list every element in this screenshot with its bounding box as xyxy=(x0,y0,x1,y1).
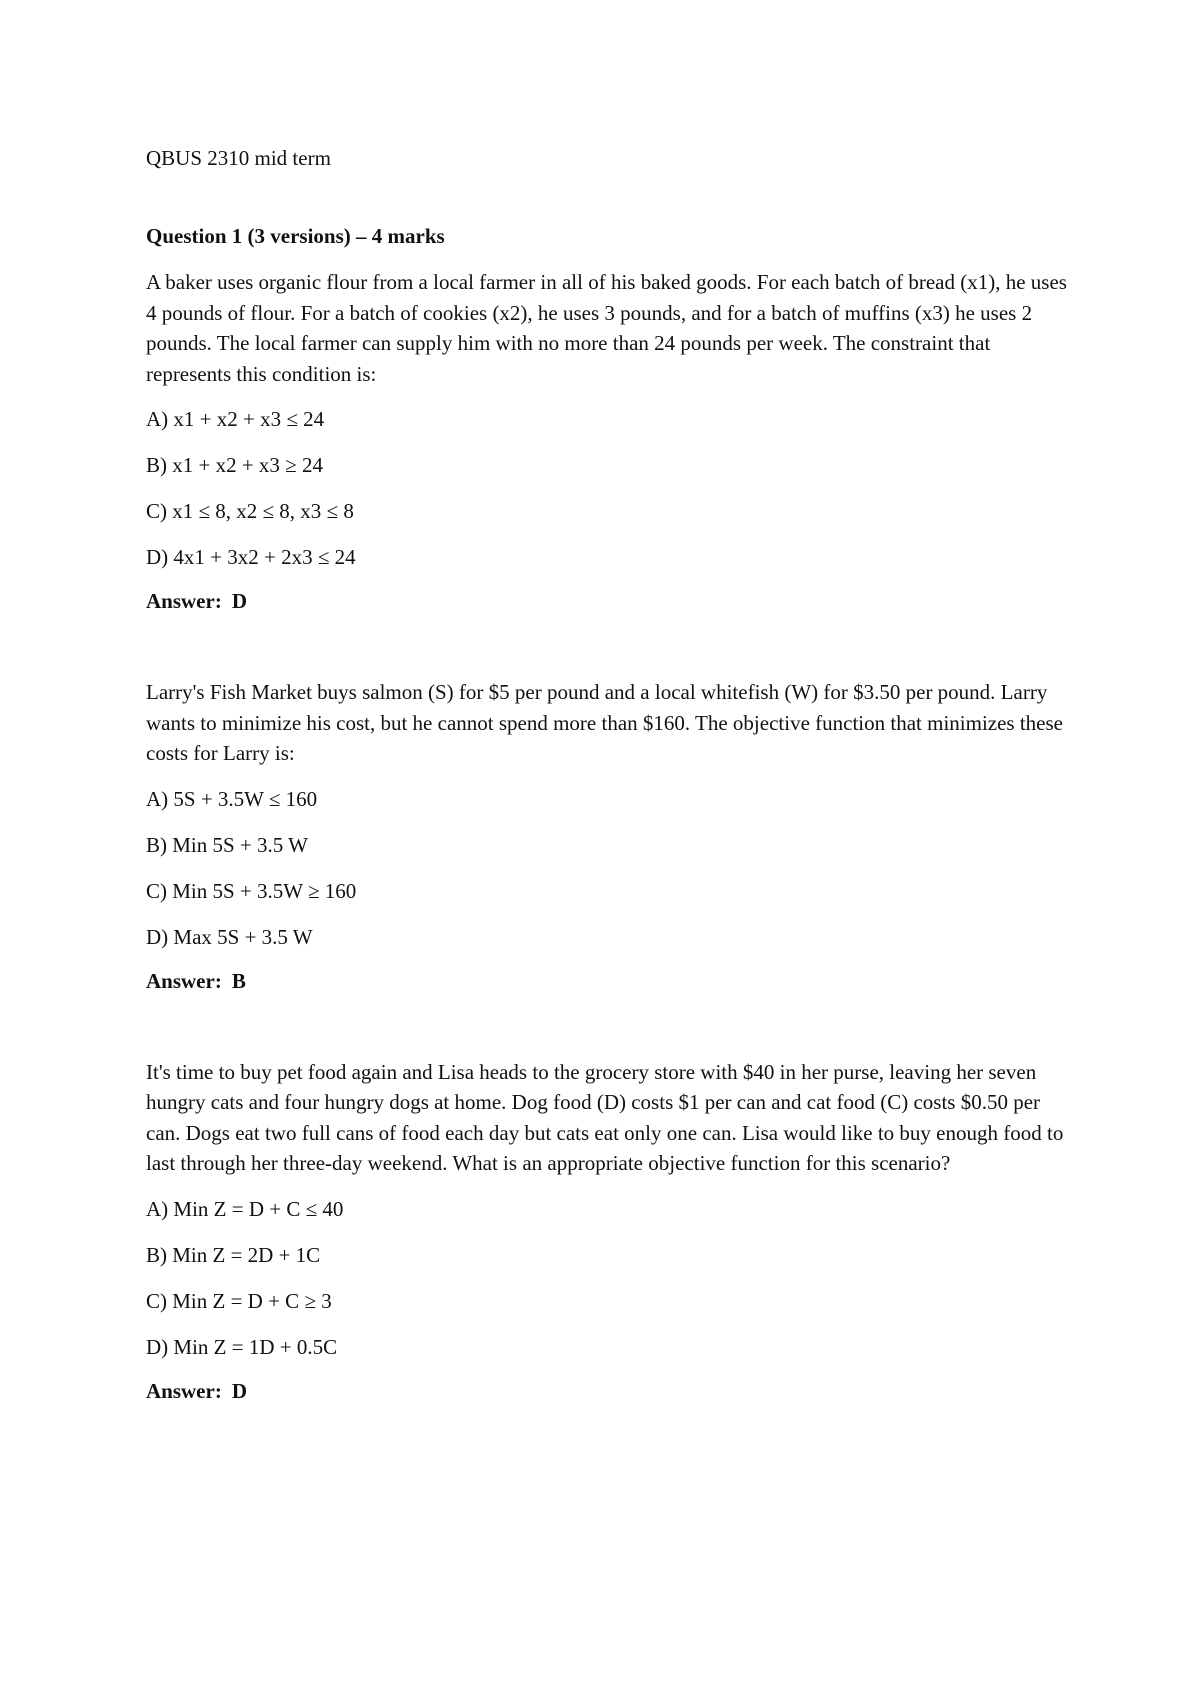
option-c: C) Min 5S + 3.5W ≥ 160 xyxy=(146,878,357,903)
answer-label: Answer: xyxy=(146,1378,222,1403)
question-stem: A baker uses organic flour from a local farmer in all of his baked goods. For each batch of bread (x1), he uses 4 pounds of flour. For a batch of cookies (x2), he uses 3 pounds, and for a batch of muffins (x3) he uses 2 pounds. The local farmer can supply him with no more than 24 pounds per week. The constraint that represents this condition is: xyxy=(146,270,1067,386)
option-d: D) 4x1 + 3x2 + 2x3 ≤ 24 xyxy=(146,545,356,569)
option-a: A) Min Z = D + C ≤ 40 xyxy=(146,1196,344,1221)
option-a: A) x1 + x2 + x3 ≤ 24 xyxy=(146,407,325,431)
answer-value: D xyxy=(231,1378,247,1403)
option-b: B) x1 + x2 + x3 ≥ 24 xyxy=(146,453,323,477)
answer-label: Answer: xyxy=(146,968,222,993)
option-b: B) Min 5S + 3.5 W xyxy=(146,832,308,857)
option-c: C) x1 ≤ 8, x2 ≤ 8, x3 ≤ 8 xyxy=(146,499,354,523)
answer-value: B xyxy=(231,968,246,993)
question-version-2 xyxy=(146,677,1076,997)
answer-line xyxy=(146,965,1076,997)
question-stem: It's time to buy pet food again and Lisa heads to the grocery store with $40 in her purse, leaving her seven hungry cats and four hungry dogs at home. Dog food (D) costs $1 per can and cat food (C) costs $0.50 per can. Dogs eat two full cans of food each day but cats eat only one can. Lisa would like to buy enough food to last through her three-day weekend. What is an appropriate objective function for this scenario? xyxy=(146,1059,1064,1175)
option-a: A) 5S + 3.5W ≤ 160 xyxy=(146,786,318,811)
option-d: D) Min Z = 1D + 0.5C xyxy=(146,1334,338,1359)
question-stem: Larry's Fish Market buys salmon (S) for $5 per pound and a local whitefish (W) for $3.50 per pound. Larry wants to minimize his cost, but he cannot spend more than $160. The objective function that minimizes these costs for Larry is: xyxy=(146,680,1063,765)
answer-label: Answer: xyxy=(146,589,222,613)
answer-line xyxy=(146,1375,1076,1407)
option-d: D) Max 5S + 3.5 W xyxy=(146,924,313,949)
document-title: QBUS 2310 mid term xyxy=(146,146,331,170)
answer-line xyxy=(146,585,1076,617)
question-version-3 xyxy=(146,1057,1076,1407)
option-c: C) Min Z = D + C ≥ 3 xyxy=(146,1288,332,1313)
option-b: B) Min Z = 2D + 1C xyxy=(146,1242,321,1267)
question-heading: Question 1 (3 versions) – 4 marks xyxy=(146,224,445,248)
question-version-1 xyxy=(146,267,1076,617)
document-content xyxy=(146,143,1076,1407)
answer-value: D xyxy=(231,589,247,613)
